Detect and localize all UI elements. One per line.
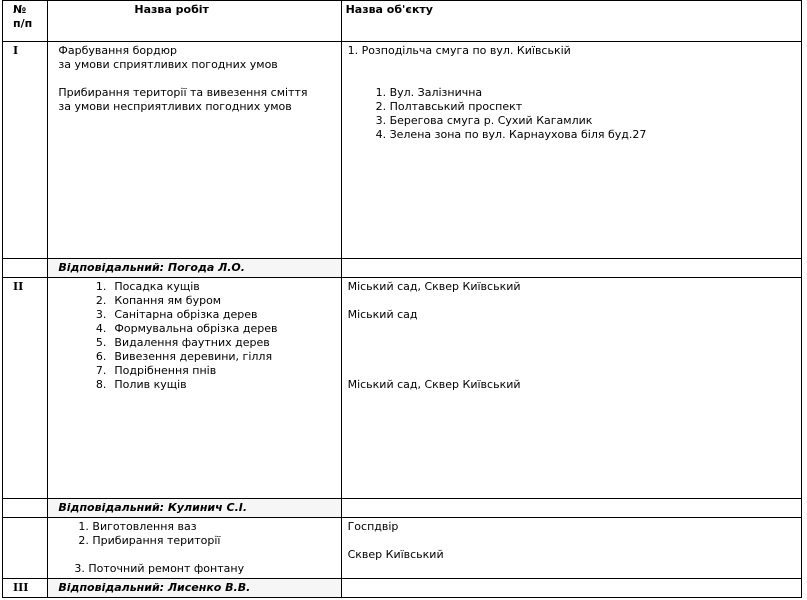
work-item: 1. Посадка кущів — [95, 280, 200, 293]
header-objects: Назва об'єкту — [341, 1, 801, 42]
work-item: Прибирання території та вивезення сміття — [58, 86, 308, 99]
object-item: 4. Зелена зона по вул. Карнаухова біля буд.27 — [375, 128, 647, 141]
responsible-label: Відповідальний: Кулинич С.І. — [48, 499, 341, 518]
work-item: 4. Формувальна обрізка дерев — [95, 322, 278, 335]
work-schedule-table — [2, 0, 802, 598]
work-item: 3. Санітарна обрізка дерев — [95, 308, 258, 321]
objects-cell — [341, 42, 801, 259]
header-no-sub-label: п/п — [13, 17, 33, 30]
work-item: за умови несприятливих погодних умов — [58, 100, 292, 113]
work-item: 7. Подрібнення пнів — [95, 364, 217, 377]
object-item: Госпдвір — [347, 520, 399, 533]
work-item: 1. Виготовлення ваз — [78, 520, 197, 533]
section-number: III — [3, 579, 48, 598]
object-item: 2. Полтавський проспект — [375, 100, 523, 113]
work-item: Фарбування бордюр — [58, 44, 177, 57]
object-item: 1. Вул. Залізнична — [375, 86, 483, 99]
section-number: II — [3, 278, 48, 499]
works-cell — [48, 518, 341, 579]
works-cell — [48, 42, 341, 259]
section-row — [3, 278, 802, 499]
object-item: 3. Берегова смуга р. Сухий Кагамлик — [375, 114, 593, 127]
work-item: за умови сприятливих погодних умов — [58, 58, 278, 71]
object-item: Міський сад — [347, 308, 418, 321]
section-number: I — [3, 42, 48, 259]
objects-cell — [341, 518, 801, 579]
header-works: Назва робіт — [48, 1, 341, 42]
object-item: Міський сад, Сквер Київський — [347, 280, 521, 293]
object-item: 1. Розподільча смуга по вул. Київській — [347, 44, 571, 57]
object-item: Сквер Київський — [347, 548, 444, 561]
responsible-row — [3, 579, 802, 598]
work-item: 6. Вивезення деревини, гілля — [95, 350, 273, 363]
responsible-label: Відповідальний: Лисенко В.В. — [48, 579, 341, 598]
object-item: Міський сад, Сквер Київський — [347, 378, 521, 391]
work-item: 3. Поточний ремонт фонтану — [74, 562, 245, 575]
work-item: 2. Копання ям буром — [95, 294, 222, 307]
works-cell — [48, 278, 341, 499]
responsible-row — [3, 499, 802, 518]
table-header-row — [3, 1, 802, 42]
objects-cell — [341, 278, 801, 499]
header-no-label: № — [13, 3, 27, 16]
section-row — [3, 42, 802, 259]
work-item: 5. Видалення фаутних дерев — [95, 336, 270, 349]
responsible-label: Відповідальний: Погода Л.О. — [48, 259, 341, 278]
section-row — [3, 518, 802, 579]
work-item: 2. Прибирання території — [78, 534, 221, 547]
header-number — [3, 1, 48, 42]
work-item: 8. Полив кущів — [95, 378, 187, 391]
responsible-row — [3, 259, 802, 278]
